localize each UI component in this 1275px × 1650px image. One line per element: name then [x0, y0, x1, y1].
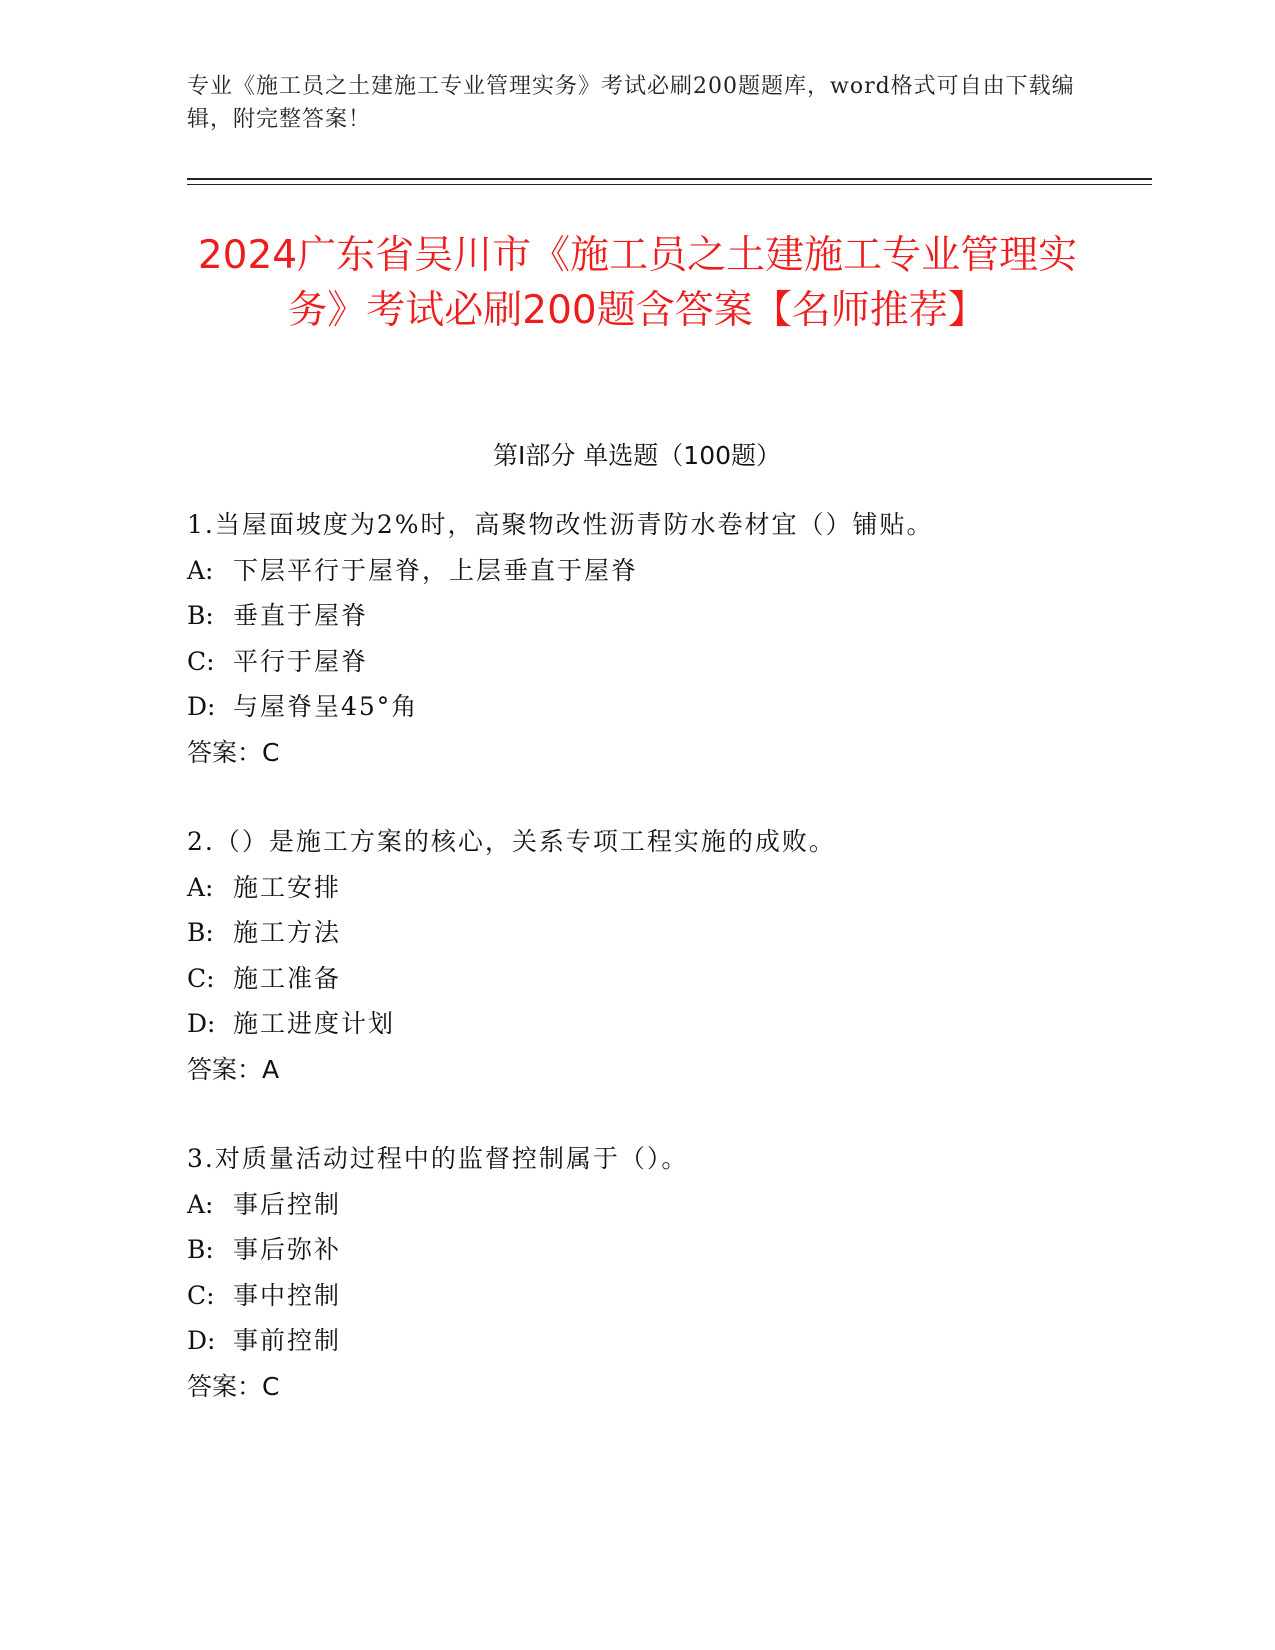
option-text: 施工进度计划: [233, 1009, 396, 1038]
option-key: B:: [187, 918, 214, 947]
option-d: [187, 1318, 1087, 1364]
option-key: B:: [187, 601, 214, 630]
option-text: 施工方法: [233, 918, 342, 947]
option-text: 下层平行于屋脊，上层垂直于屋脊: [233, 555, 639, 585]
option-text: 事中控制: [233, 1280, 342, 1310]
option-b: [187, 593, 1087, 639]
option-c: [187, 639, 1087, 685]
option-key: D:: [187, 692, 216, 721]
option-text: 垂直于屋脊: [233, 601, 369, 630]
option-key: A:: [187, 872, 214, 902]
section-heading: 第Ⅰ部分 单选题（100题）: [492, 441, 782, 470]
option-text: 与屋脊呈45°角: [233, 692, 419, 721]
answer-line: 答案：C: [187, 1371, 280, 1401]
option-key: D:: [187, 1326, 216, 1355]
question-block: [187, 502, 1087, 775]
option-c: [187, 1273, 1087, 1319]
option-d: [187, 684, 1087, 730]
option-text: 事前控制: [233, 1326, 342, 1355]
option-key: A:: [187, 1189, 214, 1219]
document-title: 2024广东省吴川市《施工员之土建施工专业管理实务》考试必刷200题含答案【名师推荐】: [197, 233, 1078, 333]
option-key: C:: [187, 963, 215, 993]
option-a: [187, 548, 1087, 594]
option-a: [187, 865, 1087, 911]
option-a: [187, 1182, 1087, 1228]
option-b: [187, 910, 1087, 956]
option-text: 平行于屋脊: [233, 646, 369, 676]
question-stem: 2.（）是施工方案的核心，关系专项工程实施的成败。: [187, 827, 836, 856]
option-text: 施工准备: [233, 963, 342, 993]
question-stem: 1.当屋面坡度为2%时，高聚物改性沥青防水卷材宜（）铺贴。: [187, 510, 934, 539]
option-key: A:: [187, 555, 214, 585]
option-c: [187, 956, 1087, 1002]
header-note: 专业《施工员之土建施工专业管理实务》考试必刷200题题库，word格式可自由下载编辑，附完整答案！: [187, 74, 1075, 132]
question-block: [187, 1136, 1087, 1409]
option-key: B:: [187, 1235, 214, 1264]
header-rule-thin: [187, 184, 1152, 185]
answer-line: 答案：C: [187, 737, 280, 767]
option-text: 事后弥补: [233, 1235, 342, 1264]
option-text: 事后控制: [233, 1189, 342, 1219]
option-d: [187, 1001, 1087, 1047]
option-b: [187, 1227, 1087, 1273]
header-rule-thick: [187, 178, 1152, 180]
option-key: C:: [187, 1280, 215, 1310]
question-stem: 3.对质量活动过程中的监督控制属于（）。: [187, 1144, 689, 1173]
option-text: 施工安排: [233, 872, 342, 902]
question-block: [187, 819, 1087, 1092]
option-key: D:: [187, 1009, 216, 1038]
answer-line: 答案：A: [187, 1054, 280, 1084]
option-key: C:: [187, 646, 215, 676]
